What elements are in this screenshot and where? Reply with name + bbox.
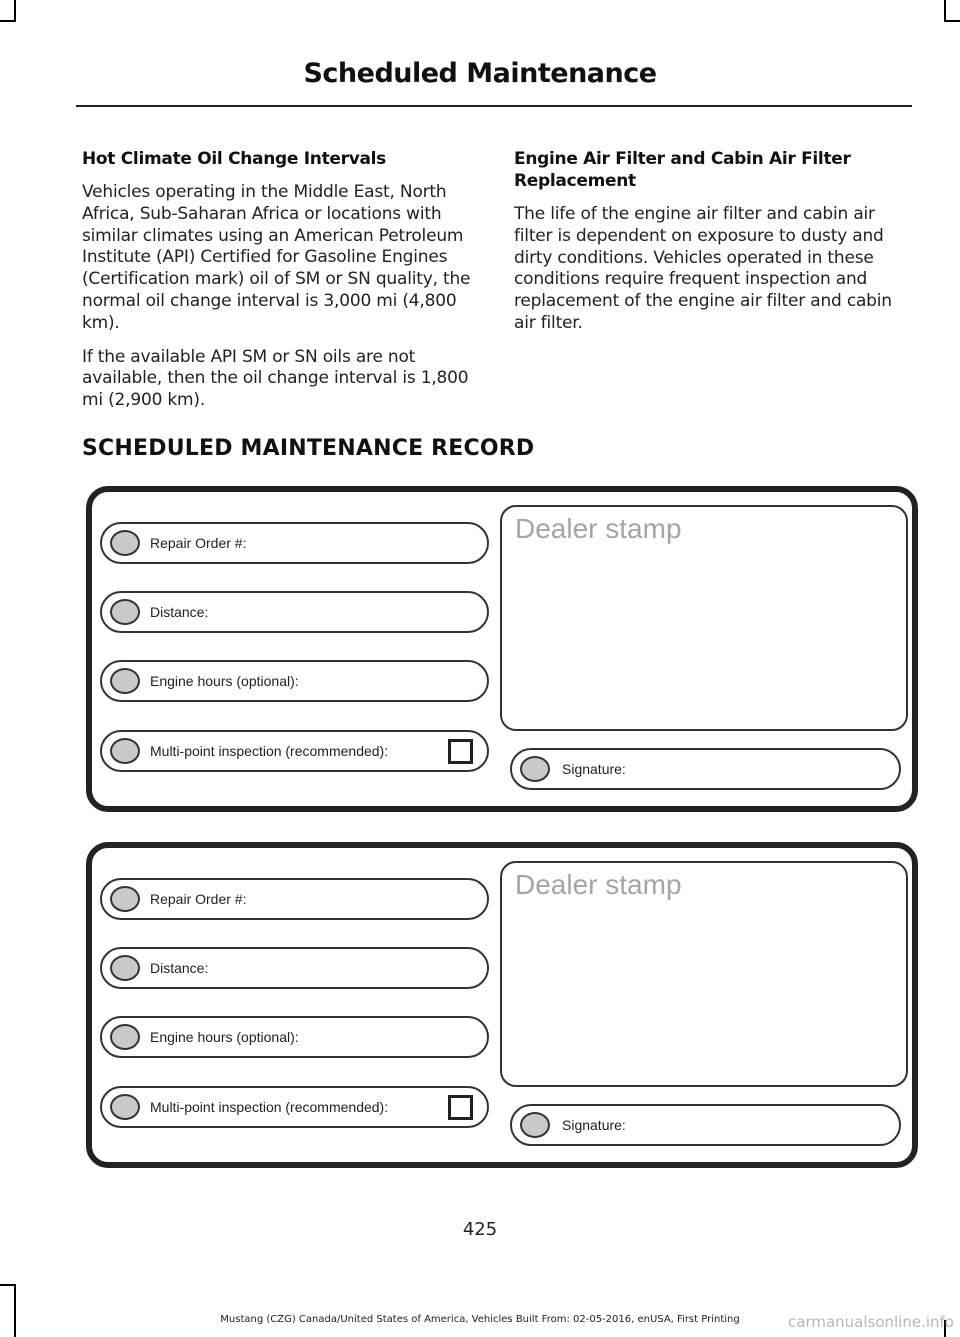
header-divider [76, 105, 912, 107]
signature-field[interactable] [510, 748, 901, 790]
engine-hours-field[interactable] [100, 1016, 489, 1058]
inspection-checkbox[interactable] [448, 1095, 473, 1120]
crop-mark [944, 20, 960, 22]
engine-hours-label: Engine hours (optional): [150, 673, 299, 689]
inspection-field [100, 730, 489, 772]
dealer-stamp-box [500, 505, 908, 731]
page-number: 425 [462, 1219, 498, 1240]
signature-label: Signature: [562, 761, 626, 777]
repair-order-field[interactable] [100, 878, 489, 920]
record-dot-icon [110, 738, 140, 764]
crop-mark [14, 0, 16, 22]
dealer-stamp-label: Dealer stamp [515, 869, 682, 900]
repair-order-label: Repair Order #: [150, 891, 247, 907]
record-dot-icon [110, 1024, 140, 1050]
maintenance-record-card [86, 486, 918, 812]
record-dot-icon [110, 886, 140, 912]
engine-hours-label: Engine hours (optional): [150, 1029, 299, 1045]
crop-mark [0, 20, 16, 22]
signature-label: Signature: [562, 1117, 626, 1133]
record-dot-icon [520, 1112, 550, 1138]
engine-hours-field[interactable] [100, 660, 489, 702]
section-heading: Hot Climate Oil Change Intervals [82, 149, 387, 169]
crop-mark [0, 1284, 16, 1286]
record-dot-icon [110, 530, 140, 556]
distance-field[interactable] [100, 947, 489, 989]
record-dot-icon [110, 599, 140, 625]
dealer-stamp-box [500, 861, 908, 1087]
inspection-label: Multi-point inspection (recommended): [150, 743, 389, 759]
repair-order-label: Repair Order #: [150, 535, 247, 551]
paragraph: The life of the engine air filter and cabin air filter is dependent on exposure to dusty and dirty conditions. Vehicles operated in these conditions require frequent inspection and replacement of the engine air filter and cabin air filter. [514, 204, 892, 333]
record-dot-icon [110, 955, 140, 981]
maintenance-record-card [86, 842, 918, 1168]
watermark: carmanualsonline.info [788, 1313, 954, 1331]
paragraph: Vehicles operating in the Middle East, North Africa, Sub-Saharan Africa or locations with similar climates using an American Petroleum Institute (API) Certified for Gasoline Engines (Certification mark) oil of SM or SN quality, the normal oil change interval is 3,000 mi (4,800 km). [82, 182, 471, 333]
distance-label: Distance: [150, 960, 209, 976]
page-title: Scheduled Maintenance [303, 58, 657, 89]
section-heading: Engine Air Filter and Cabin Air Filter Replacement [514, 149, 851, 191]
paragraph: If the available API SM or SN oils are not available, then the oil change interval is 1,800 mi (2,900 km). [82, 346, 469, 411]
footer-text: Mustang (CZG) Canada/United States of America, Vehicles Built From: 02-05-2016, enUSA, First Printing [220, 1314, 740, 1325]
crop-mark [944, 0, 946, 22]
signature-field[interactable] [510, 1104, 901, 1146]
record-dot-icon [110, 1094, 140, 1120]
dealer-stamp-label: Dealer stamp [515, 513, 682, 544]
record-dot-icon [110, 668, 140, 694]
air-filter-section [514, 148, 906, 347]
crop-mark [14, 1286, 16, 1337]
repair-order-field[interactable] [100, 522, 489, 564]
record-dot-icon [520, 756, 550, 782]
inspection-field [100, 1086, 489, 1128]
inspection-label: Multi-point inspection (recommended): [150, 1099, 389, 1115]
hot-climate-section [82, 148, 474, 424]
inspection-checkbox[interactable] [448, 739, 473, 764]
distance-field[interactable] [100, 591, 489, 633]
distance-label: Distance: [150, 604, 209, 620]
maintenance-record-heading: SCHEDULED MAINTENANCE RECORD [82, 436, 535, 461]
